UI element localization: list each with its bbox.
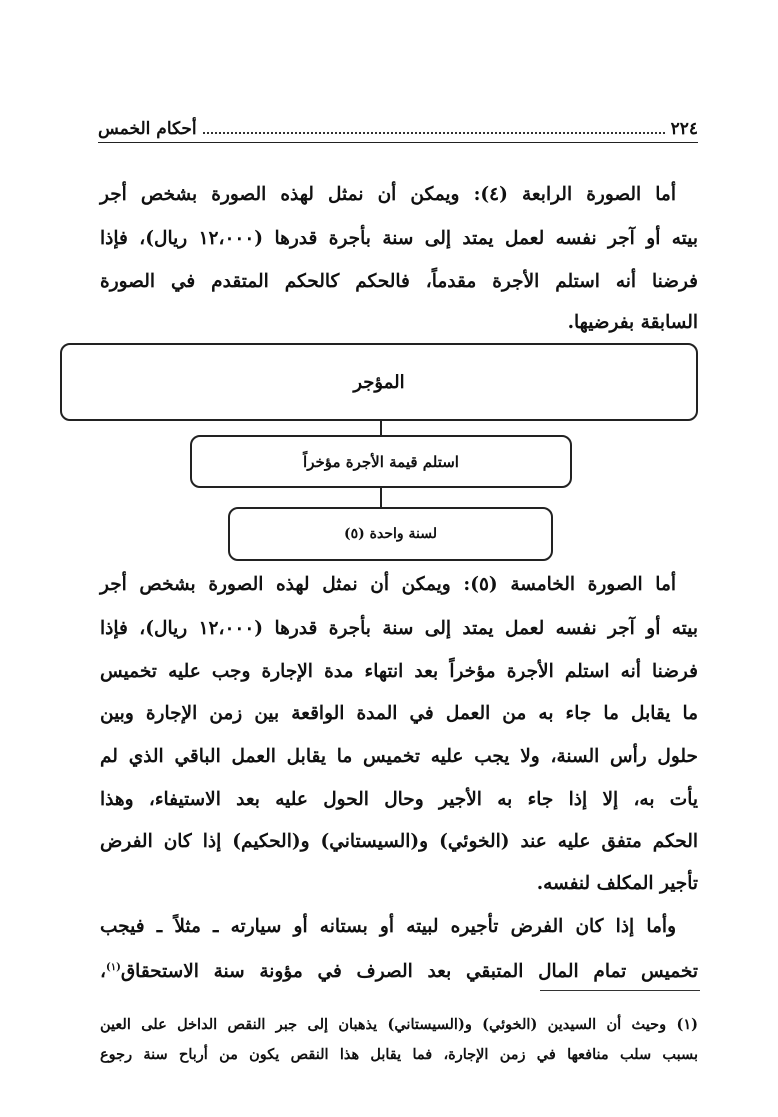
diagram-connector [380,486,382,508]
text-line: فرضنا أنه استلم الأجرة مقدماً، فالحكم كالحكم المتقدم في الصورة [100,271,698,292]
text-line: وأما إذا كان الفرض تأجيره لبيته أو بستانه أو سيارته ـ مثلاً ـ فيجب [100,916,676,937]
text-line: بيته أو آجر نفسه لعمل يمتد إلى سنة بأجرة قدرها (١٢،٠٠٠ ريال)، فإذا [100,618,699,639]
diagram-box-one-year: لسنة واحدة (٥) [228,507,553,561]
footnote-marker[interactable]: (١) [105,962,121,973]
running-header [98,116,698,143]
text-line: أما الصورة الخامسة (٥): ويمكن أن نمثل لهذه الصورة بشخص أجر [100,574,676,595]
text-run: ، [100,961,106,983]
text-run: تخميس تمام المال المتبقي بعد الصرف في مؤونة سنة الاستحقاق [120,961,698,983]
text-line: ما يقابل ما جاء به من العمل في المدة الواقعة بين زمن الإجارة وبين [100,703,698,724]
footnote-line: بسبب سلب منافعها في زمن الإجارة، فما يقابل هذا النقص يكون من أرباح سنة رجوع [100,1046,698,1063]
leader-dots [203,124,665,134]
text-line: الحكم متفق عليه عند (الخوئي) و(السيستاني) و(الحكيم) إذا كان الفرض [100,831,698,852]
text-line: حلول رأس السنة، ولا يجب عليه تخميس ما يقابل العمل الباقي الذي لم [100,746,698,767]
page-number: ٢٢٤ [670,119,698,139]
text-line: تأجير المكلف لنفسه. [536,873,698,894]
diagram-box-received-late: استلم قيمة الأجرة مؤخراً [190,435,572,488]
text-line [100,955,698,985]
text-line: بيته أو آجر نفسه لعمل يمتد إلى سنة بأجرة قدرها (١٢،٠٠٠ ريال)، فإذا [100,228,699,249]
running-title: أحكام الخمس [98,119,197,139]
text-line: السابقة بفرضيها. [567,312,698,333]
text-line: فرضنا أنه استلم الأجرة مؤخراً بعد انتهاء مدة الإجارة وجب عليه تخميس [100,661,698,682]
text-line: أما الصورة الرابعة (٤): ويمكن أن نمثل لهذه الصورة بشخص أجر [100,184,676,205]
text-line: يأت به، إلا إذا جاء به الأجير وحال الحول عليه بعد الاستيفاء، وهذا [100,789,698,810]
diagram-box-lessor: المؤجر [60,343,698,421]
diagram-connector [380,419,382,436]
footnote-divider [540,990,700,991]
footnote-line: (١) وحيث أن السيدين (الخوئي) و(السيستاني) يذهبان إلى جبر النقص الداخل على العين [100,1016,698,1033]
